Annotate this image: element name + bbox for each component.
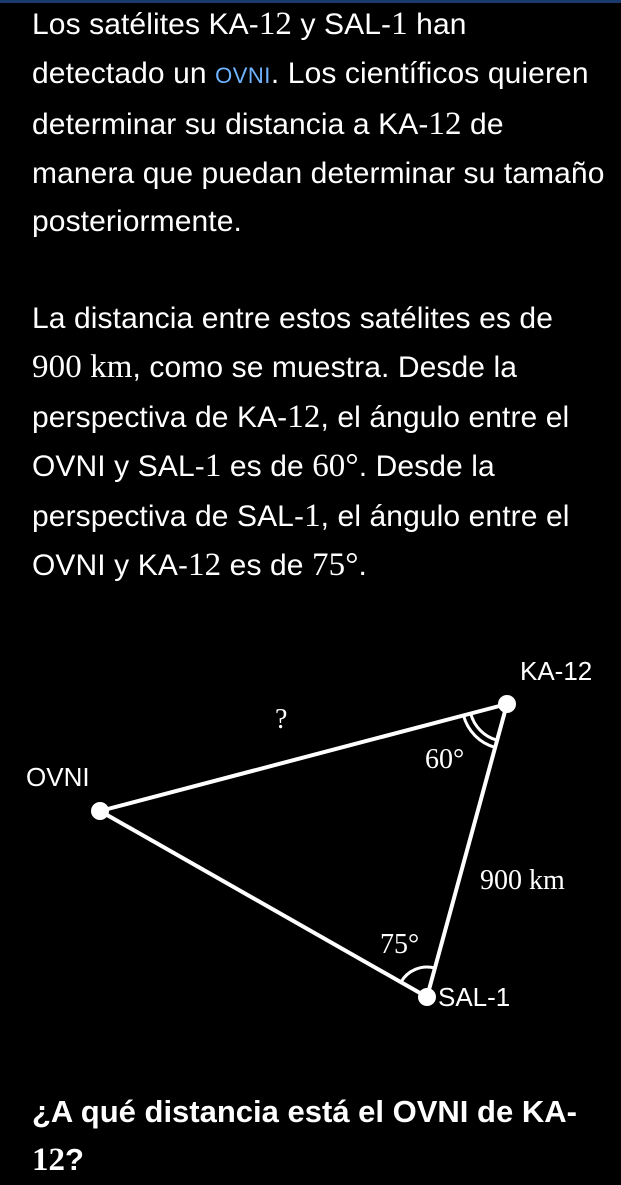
vertex-ka12 [498,695,516,713]
angle-value-60: 60° [312,448,359,484]
vertex-sal1 [418,988,436,1006]
ovni-small-caps: OVNI [215,62,271,88]
label-sal1: SAL-1 [438,982,511,1012]
triangle-diagram [0,640,621,1020]
question-prompt: ¿A qué distancia está el OVNI de KA-12? [32,1094,577,1178]
label-ka12: KA-12 [520,656,593,686]
problem-paragraph-2: La distancia entre estos satélites es de 900 km, como se muestra. Desde la perspectiva de KA-12, el ángulo entre el OVNI y SAL-1 es de 60°. Desde la perspectiva de SAL-1, el ángulo entre el OVNI y KA-12 es de 75°. [32,301,570,583]
angle-value-75: 75° [312,547,359,583]
vertex-ovni [91,802,109,820]
label-unknown-side: ? [275,704,288,735]
problem-paragraph-1: Los satélites KA-12 y SAL-1 han detectado un OVNI. Los científicos quieren determinar su distancia a KA-12 de manera que puedan determinar su tamaño posteriormente. [32,6,605,238]
distance-value: 900 km [32,349,133,385]
label-angle-sal1: 75° [380,929,420,960]
label-angle-ka12: 60° [425,744,465,775]
label-known-side: 900 km [480,865,565,896]
label-ovni: OVNI [26,762,90,792]
problem-statement [32,0,607,591]
side-ovni-sal1 [100,811,427,997]
